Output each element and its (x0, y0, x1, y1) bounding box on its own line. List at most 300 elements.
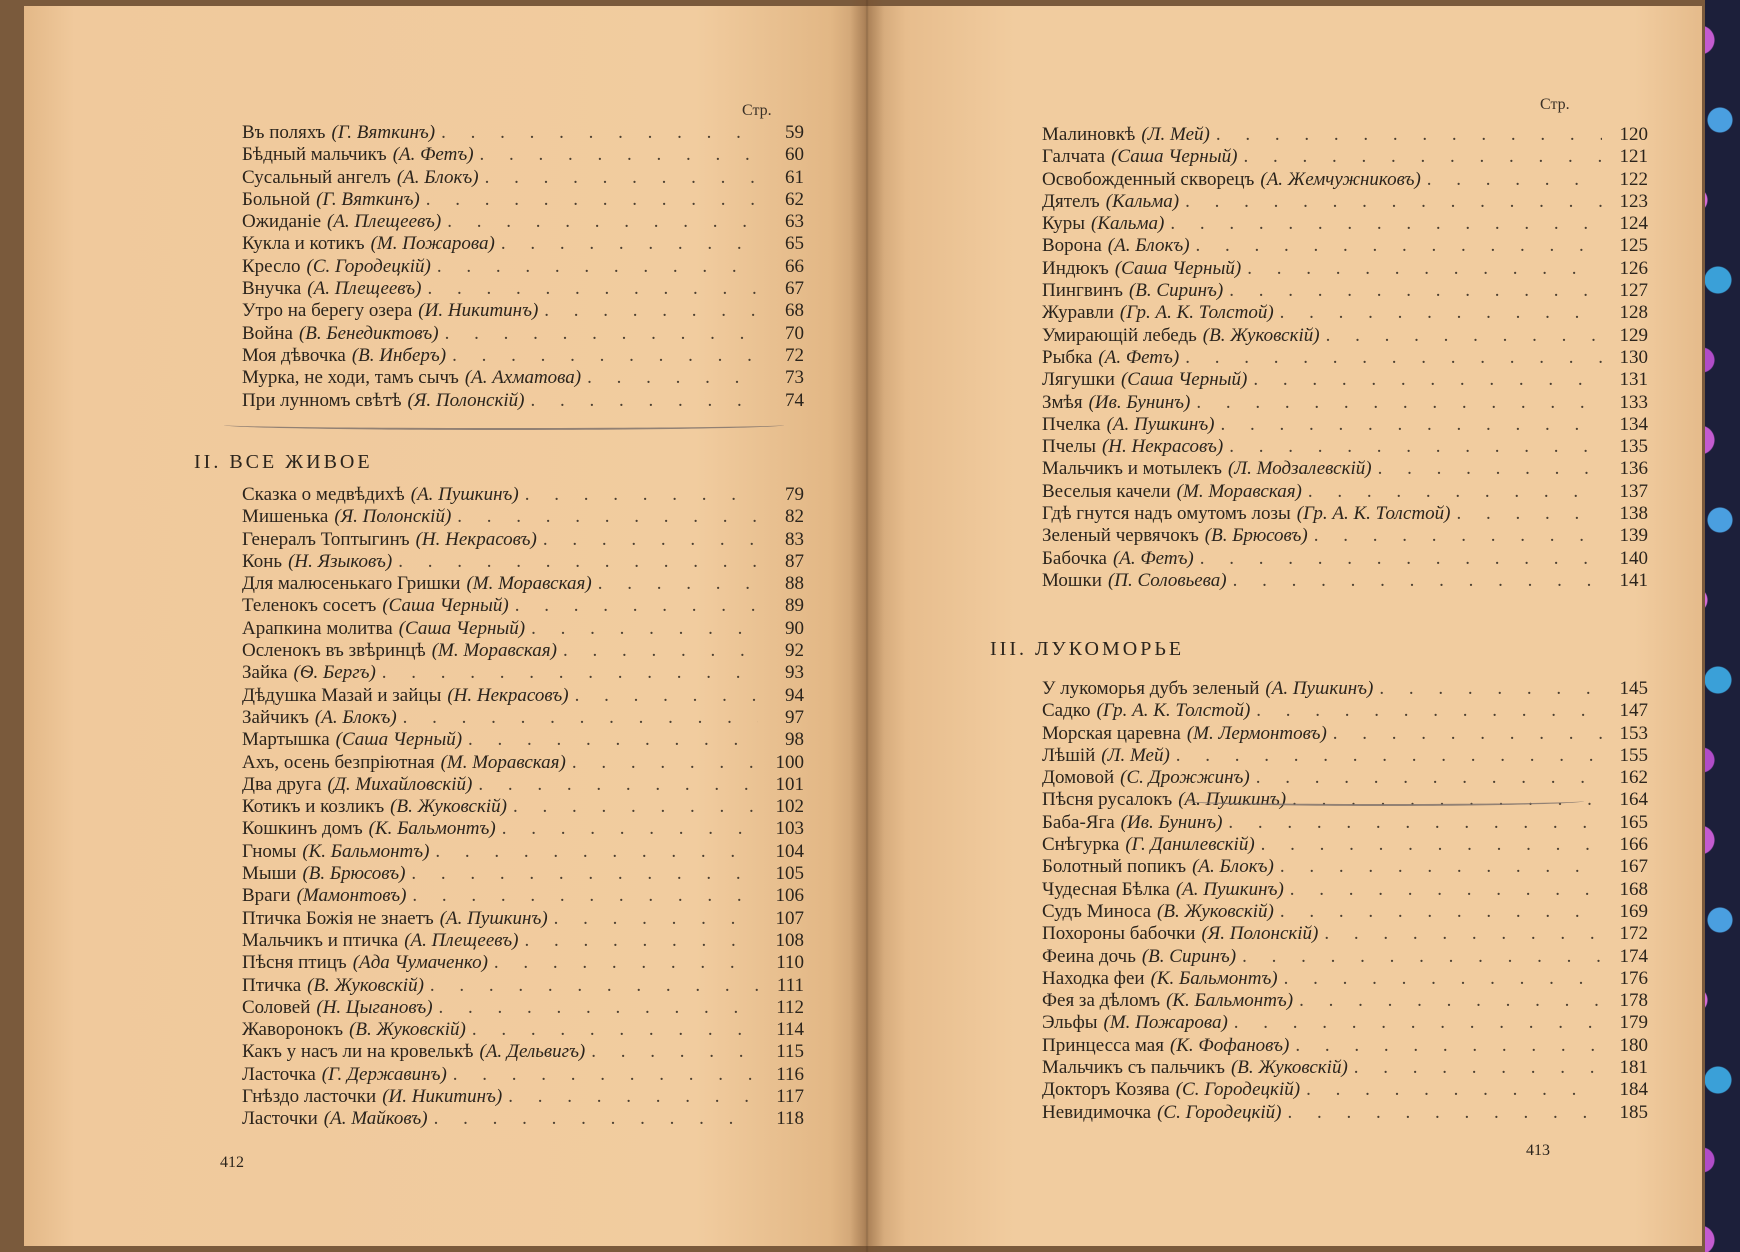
toc-entry-page-number: 62 (785, 188, 804, 210)
toc-entry (1042, 1079, 1648, 1101)
leader-dots (502, 818, 758, 840)
toc-entry-author: (А. Плещеевъ) (327, 211, 442, 233)
toc-entry (242, 618, 804, 640)
toc-entry-title: Кошкинъ домъ (242, 818, 363, 840)
toc-entry-author: (М. Моравская) (431, 640, 557, 662)
toc-entry-page-number: 59 (785, 122, 804, 143)
leader-dots (1299, 990, 1602, 1012)
toc-entry (242, 211, 804, 233)
toc-entry-page-number: 133 (1619, 391, 1648, 413)
toc-entry-title: Освобожденный скворецъ (1042, 168, 1255, 190)
leader-dots (1308, 481, 1602, 503)
toc-entry-author: (В. Сиринъ) (1141, 945, 1237, 967)
leader-dots (1200, 548, 1602, 570)
toc-entry-page-number: 67 (785, 278, 804, 300)
toc-entry-title: Веселыя качели (1042, 480, 1171, 502)
toc-entry-title: Садко (1042, 700, 1091, 722)
toc-entry (1042, 347, 1648, 369)
toc-entry-page-number: 107 (775, 907, 804, 929)
toc-entry-page-number: 70 (785, 322, 804, 344)
leader-dots (554, 908, 758, 930)
toc-entry-page-number: 181 (1619, 1057, 1648, 1079)
toc-entry-title: Арапкина молитва (242, 617, 393, 639)
toc-entry (242, 167, 804, 189)
toc-entry-title: Мишенька (242, 506, 329, 528)
leader-dots (1284, 968, 1602, 990)
toc-entry (1042, 481, 1648, 503)
toc-entry-author: (А. Пушкинъ) (1178, 789, 1287, 811)
toc-entry-title: Кресло (242, 255, 301, 277)
leader-dots (412, 885, 758, 907)
leader-dots (426, 189, 758, 211)
toc-entry-author: (Г. Вяткинъ) (331, 122, 436, 143)
toc-entry (1042, 1057, 1648, 1079)
toc-entry (1042, 146, 1648, 168)
toc-entry-title: Малиновкѣ (1042, 124, 1136, 145)
toc-entry-author: (А. Пушкинъ) (1265, 678, 1374, 699)
toc-entry-page-number: 120 (1619, 124, 1648, 145)
leader-dots (1176, 745, 1602, 767)
leader-dots (1280, 901, 1602, 923)
toc-entry (1042, 503, 1648, 525)
toc-entry-page-number: 165 (1619, 811, 1648, 833)
leader-dots (1261, 834, 1602, 856)
leader-dots (1427, 169, 1602, 191)
leader-dots (501, 233, 758, 255)
toc-entry-page-number: 131 (1619, 369, 1648, 391)
toc-entry (1042, 1012, 1648, 1034)
toc-entry-author: (Гр. А. К. Толстой) (1096, 700, 1251, 722)
toc-entry-title: Соловей (242, 996, 311, 1018)
toc-entry-author: (А. Блокъ) (314, 706, 397, 728)
toc-entry-author: (Д. Михайловскій) (327, 773, 473, 795)
toc-entry-page-number: 73 (785, 367, 804, 389)
toc-entry (242, 484, 804, 506)
toc-entry (242, 506, 804, 528)
toc-entry-author: (Ив. Бунинъ) (1120, 811, 1223, 833)
toc-entry-page-number: 101 (775, 773, 804, 795)
leader-dots (485, 167, 758, 189)
page-column-label: Стр. (742, 102, 772, 119)
leader-dots (591, 1041, 758, 1063)
toc-entry-author: (Л. Мей) (1141, 124, 1210, 145)
leader-dots (1333, 723, 1602, 745)
leader-dots (572, 752, 758, 774)
toc-entry-title: Галчата (1042, 146, 1106, 168)
toc-entry-title: Сказка о медвѣдихѣ (242, 484, 405, 505)
toc-entry-title: Ласточка (242, 1063, 316, 1085)
toc-entry-page-number: 87 (785, 550, 804, 572)
toc-entry-author: (Н. Некрасовъ) (1101, 436, 1224, 458)
leader-dots (1290, 879, 1602, 901)
toc-entry-page-number: 184 (1619, 1079, 1648, 1101)
toc-entry-title: Пчелка (1042, 413, 1101, 435)
toc-entry-page-number: 166 (1619, 834, 1648, 856)
leader-dots (1185, 347, 1602, 369)
toc-entry-page-number: 110 (776, 952, 804, 974)
toc-entry-title: Для малюсенькаго Гришки (242, 573, 461, 595)
toc-entry-author: (Я. Полонскій) (407, 389, 525, 411)
leader-dots (1326, 325, 1602, 347)
toc-entry (1042, 968, 1648, 990)
toc-entry-page-number: 60 (785, 144, 804, 166)
toc-entry (242, 774, 804, 796)
toc-entry-author: (И. Никитинъ) (382, 1086, 503, 1108)
toc-entry-title: Утро на берегу озера (242, 300, 413, 322)
toc-entry (242, 529, 804, 551)
toc-entry-page-number: 117 (776, 1086, 804, 1108)
toc-entry-page-number: 108 (775, 929, 804, 951)
toc-entry-author: (Н. Цыгановъ) (316, 996, 433, 1018)
toc-entry (242, 256, 804, 278)
toc-entry (242, 662, 804, 684)
toc-entry (1042, 392, 1648, 414)
toc-entry-title: У лукоморья дубъ зеленый (1042, 678, 1260, 699)
toc-entry-author: (Саша Черный) (1120, 369, 1248, 391)
leader-dots (457, 506, 758, 528)
toc-entry-title: Домовой (1042, 767, 1115, 789)
leader-dots (1228, 812, 1602, 834)
toc-entry (1042, 191, 1648, 213)
toc-entry-page-number: 162 (1619, 767, 1648, 789)
toc-entry-title: Теленокъ сосетъ (242, 595, 377, 617)
toc-entry-title: Мальчикъ съ пальчикъ (1042, 1057, 1225, 1079)
toc-entry-author: (А. Плещеевъ) (307, 278, 422, 300)
leader-dots (530, 390, 758, 412)
book-gutter (850, 0, 884, 1252)
toc-entry (242, 685, 804, 707)
toc-entry-page-number: 115 (776, 1041, 804, 1063)
leader-dots (468, 729, 758, 751)
toc-entry-page-number: 130 (1619, 346, 1648, 368)
toc-entry-title: Птичка (242, 974, 302, 996)
toc-entry-page-number: 74 (785, 389, 804, 411)
toc-entry (242, 1064, 804, 1086)
toc-entry (1042, 548, 1648, 570)
toc-entry-page-number: 102 (775, 796, 804, 818)
toc-entry-author: (М. Лермонтовъ) (1186, 722, 1327, 744)
toc-entry-page-number: 128 (1619, 302, 1648, 324)
toc-entry-title: Два друга (242, 773, 322, 795)
toc-entry-page-number: 126 (1619, 257, 1648, 279)
toc-entry-author: (А. Блокъ) (396, 166, 479, 188)
toc-entry (242, 122, 804, 144)
toc-entry-page-number: 178 (1619, 990, 1648, 1012)
section-heading-ii: II. ВСЕ ЖИВОЕ (194, 451, 373, 473)
toc-entry (242, 796, 804, 818)
toc-entry-page-number: 121 (1619, 146, 1648, 168)
toc-entry-title: Феина дочь (1042, 945, 1136, 967)
toc-entry (242, 1086, 804, 1108)
toc-entry-page-number: 97 (785, 706, 804, 728)
toc-entry-title: Журавли (1042, 302, 1114, 324)
toc-entry (242, 323, 804, 345)
toc-entry-author: (Саша Черный) (382, 595, 509, 617)
leader-dots (524, 930, 758, 952)
toc-entry (242, 573, 804, 595)
toc-entry (242, 1108, 804, 1130)
toc-entry-title: Птичка Божія не знаетъ (242, 907, 434, 929)
toc-entry-title: Внучка (242, 278, 302, 300)
toc-entry-page-number: 98 (785, 729, 804, 751)
toc-entry-author: (В. Сиринъ) (1128, 280, 1224, 302)
leader-dots (478, 774, 758, 796)
toc-entry-title: Судъ Миноса (1042, 900, 1152, 922)
toc-entry-author: (А. Пушкинъ) (1175, 878, 1284, 900)
toc-entry-author: (Гр. А. К. Толстой) (1296, 503, 1451, 525)
toc-entry-title: Баба-Яга (1042, 811, 1115, 833)
toc-entry-author: (С. Дрожжинъ) (1120, 767, 1250, 789)
toc-entry (242, 841, 804, 863)
toc-entry-page-number: 111 (776, 974, 804, 996)
toc-entry-title: Морская царевна (1042, 722, 1181, 744)
toc-entry (242, 752, 804, 774)
toc-entry-title: Фея за дѣломъ (1042, 990, 1161, 1012)
toc-entry-page-number: 169 (1619, 900, 1648, 922)
toc-entry-author: (М. Пожарова) (1103, 1012, 1228, 1034)
toc-entry-author: (А. Майковъ) (323, 1108, 428, 1130)
toc-entry-title: Враги (242, 885, 291, 907)
toc-entry-author: (Ив. Бунинъ) (1088, 391, 1191, 413)
toc-entry (1042, 369, 1648, 391)
toc-list-part1 (242, 122, 804, 412)
toc-entry-author: (Кальма) (1091, 213, 1165, 235)
toc-entry-title: Индюкъ (1042, 257, 1109, 279)
leader-dots (1196, 235, 1602, 257)
toc-entry-title: Зайчикъ (242, 706, 309, 728)
toc-entry-title: Мурка, не ходи, тамъ сычъ (242, 367, 459, 389)
toc-entry (1042, 1035, 1648, 1057)
toc-entry-page-number: 147 (1619, 700, 1648, 722)
toc-entry (242, 300, 804, 322)
toc-entry (1042, 723, 1648, 745)
section-heading-iii: III. ЛУКОМОРЬЕ (990, 638, 1185, 660)
toc-entry-page-number: 127 (1619, 280, 1648, 302)
toc-entry-title: Находка феи (1042, 967, 1145, 989)
toc-entry-title: Котикъ и козликъ (242, 796, 385, 818)
toc-entry-author: (Саша Черный) (1111, 146, 1238, 168)
toc-entry (1042, 124, 1648, 146)
leader-dots (515, 595, 758, 617)
toc-entry-page-number: 66 (785, 255, 804, 277)
toc-entry-author: (Ада Чумаченко) (352, 952, 488, 974)
toc-entry (242, 863, 804, 885)
toc-entry-author: (Саша Черный) (1114, 257, 1242, 279)
toc-entry (242, 952, 804, 974)
toc-entry-title: Пѣсня русалокъ (1042, 789, 1173, 811)
leader-dots (1324, 923, 1602, 945)
toc-entry-author: (Мамонтовъ) (296, 885, 407, 907)
toc-entry-title: Похороны бабочки (1042, 923, 1196, 945)
leader-dots (1196, 392, 1602, 414)
leader-dots (434, 1108, 758, 1130)
toc-entry (1042, 302, 1648, 324)
toc-entry-title: Пчелы (1042, 436, 1096, 458)
toc-entry-title: Мальчикъ и мотылекъ (1042, 458, 1222, 480)
toc-entry-author: (Г. Вяткинъ) (316, 188, 420, 210)
toc-entry-page-number: 88 (785, 573, 804, 595)
leader-dots (1229, 436, 1602, 458)
toc-entry (242, 908, 804, 930)
toc-entry (1042, 325, 1648, 347)
toc-entry (242, 278, 804, 300)
toc-entry-title: Куры (1042, 213, 1086, 235)
toc-entry-page-number: 136 (1619, 458, 1648, 480)
toc-entry (1042, 834, 1648, 856)
leader-dots (1306, 1079, 1602, 1101)
leader-dots (1229, 280, 1602, 302)
toc-entry-page-number: 125 (1619, 235, 1648, 257)
leader-dots (435, 841, 758, 863)
toc-entry-author: (М. Моравская) (466, 573, 592, 595)
toc-entry (1042, 436, 1648, 458)
toc-entry-author: (Я. Полонскій) (334, 506, 452, 528)
toc-entry-page-number: 104 (775, 840, 804, 862)
leader-dots (452, 345, 758, 367)
toc-entry-title: Змѣя (1042, 391, 1083, 413)
leader-dots (447, 211, 758, 233)
toc-entry-author: (Л. Модзалевскій) (1227, 458, 1372, 480)
toc-entry-page-number: 176 (1619, 967, 1648, 989)
leader-dots (472, 1019, 758, 1041)
toc-entry-page-number: 145 (1619, 678, 1648, 699)
toc-entry-page-number: 103 (775, 818, 804, 840)
toc-entry-author: (Н. Некрасовъ) (447, 684, 569, 706)
leader-dots (543, 529, 758, 551)
toc-entry (1042, 990, 1648, 1012)
toc-entry-page-number: 65 (785, 233, 804, 255)
toc-entry-page-number: 134 (1619, 413, 1648, 435)
toc-entry-page-number: 122 (1619, 168, 1648, 190)
toc-entry-title: Мыши (242, 863, 297, 885)
toc-entry-title: Мальчикъ и птичка (242, 929, 399, 951)
leader-dots (445, 323, 758, 345)
toc-entry (242, 707, 804, 729)
toc-entry-author: (А. Пушкинъ) (1106, 413, 1215, 435)
page-number-folio: 412 (220, 1154, 244, 1171)
toc-entry (1042, 258, 1648, 280)
leader-dots (1170, 213, 1602, 235)
toc-entry-author: (Г. Данилевскій) (1125, 834, 1255, 856)
toc-entry-author: (И. Никитинъ) (418, 300, 539, 322)
toc-entry-author: (В. Жуковскій) (349, 1019, 466, 1041)
toc-entry-author: (С. Городецкій) (306, 255, 431, 277)
toc-entry-author: (А. Блокъ) (1107, 235, 1190, 257)
toc-entry (1042, 169, 1648, 191)
toc-entry-author: (М. Моравская) (440, 751, 566, 773)
toc-entry (1042, 923, 1648, 945)
toc-entry (242, 729, 804, 751)
toc-list-section-ii (242, 484, 804, 1131)
toc-entry-title: Пѣсня птицъ (242, 952, 347, 974)
toc-entry-title: Эльфы (1042, 1012, 1098, 1034)
leader-dots (544, 300, 758, 322)
toc-entry-author: (К. Фофановъ) (1169, 1034, 1290, 1056)
leader-dots (525, 484, 758, 506)
toc-entry-title: Генералъ Топтыгинъ (242, 528, 410, 550)
leader-dots (430, 975, 758, 997)
leader-dots (398, 551, 758, 573)
toc-entry (242, 345, 804, 367)
toc-entry-title: Лягушки (1042, 369, 1115, 391)
leader-dots (1242, 946, 1602, 968)
leader-dots (1256, 700, 1602, 722)
leader-dots (441, 122, 758, 144)
toc-entry-title: Ахъ, осень безпріютная (242, 751, 435, 773)
toc-entry-page-number: 94 (785, 684, 804, 706)
toc-entry-title: Бѣдный мальчикъ (242, 144, 387, 166)
toc-entry-title: Сусальный ангелъ (242, 166, 391, 188)
toc-entry-author: (А. Фетъ) (1112, 547, 1194, 569)
toc-entry-author: (К. Бальмонтъ) (368, 818, 496, 840)
leader-dots (1378, 458, 1602, 480)
toc-entry-page-number: 155 (1619, 744, 1648, 766)
leader-dots (1216, 124, 1602, 146)
toc-entry-page-number: 139 (1619, 525, 1648, 547)
toc-entry-author: (Н. Языковъ) (288, 550, 393, 572)
toc-entry-author: (С. Городецкій) (1157, 1101, 1282, 1123)
toc-entry-title: Мошки (1042, 569, 1102, 591)
toc-entry-page-number: 140 (1619, 547, 1648, 569)
toc-entry-title: Больной (242, 188, 311, 210)
leader-dots (439, 997, 758, 1019)
toc-entry-author: (А. Пушкинъ) (439, 907, 548, 929)
leader-dots (1253, 369, 1602, 391)
leader-dots (513, 796, 758, 818)
toc-entry-author: (К. Бальмонтъ) (302, 840, 430, 862)
toc-entry-title: Рыбка (1042, 346, 1093, 368)
toc-entry (242, 390, 804, 412)
toc-entry (1042, 700, 1648, 722)
toc-entry-title: Ласточки (242, 1108, 318, 1130)
toc-entry-author: (Саша Черный) (335, 729, 463, 751)
toc-entry-author: (К. Бальмонтъ) (1166, 990, 1294, 1012)
toc-entry-author: (Н. Некрасовъ) (415, 528, 537, 550)
toc-entry (242, 930, 804, 952)
toc-entry-page-number: 116 (776, 1063, 804, 1085)
toc-entry-title: Принцесса мая (1042, 1034, 1164, 1056)
leader-dots (531, 618, 758, 640)
leader-dots (411, 863, 758, 885)
toc-entry (1042, 525, 1648, 547)
toc-entry-author: (Гр. А. К. Толстой) (1119, 302, 1274, 324)
toc-entry-title: Кукла и котикъ (242, 233, 365, 255)
toc-entry-author: (А. Фетъ) (392, 144, 474, 166)
toc-entry (242, 640, 804, 662)
toc-entry (1042, 213, 1648, 235)
toc-entry (1042, 767, 1648, 789)
toc-entry-title: Зайка (242, 662, 288, 684)
toc-entry (1042, 879, 1648, 901)
leader-dots (453, 1064, 758, 1086)
toc-entry-author: (В. Инберъ) (351, 344, 447, 366)
toc-entry-title: Гномы (242, 840, 297, 862)
toc-entry-title: Осленокъ въ звѣринцѣ (242, 640, 426, 662)
toc-entry-author: (Ѳ. Бергъ) (293, 662, 376, 684)
toc-entry-page-number: 118 (776, 1108, 804, 1130)
toc-entry-author: (В. Жуковскій) (1230, 1057, 1348, 1079)
left-page (24, 6, 864, 1246)
toc-entry-title: Чудесная Бѣлка (1042, 878, 1170, 900)
toc-entry-author: (Г. Державинъ) (321, 1063, 447, 1085)
toc-entry-author: (Л. Мей) (1101, 744, 1170, 766)
toc-entry-page-number: 90 (785, 617, 804, 639)
toc-entry-title: Докторъ Козява (1042, 1079, 1170, 1101)
toc-entry (242, 551, 804, 573)
toc-entry (1042, 901, 1648, 923)
toc-entry-author: (А. Фетъ) (1098, 346, 1180, 368)
toc-entry-page-number: 114 (776, 1019, 804, 1041)
